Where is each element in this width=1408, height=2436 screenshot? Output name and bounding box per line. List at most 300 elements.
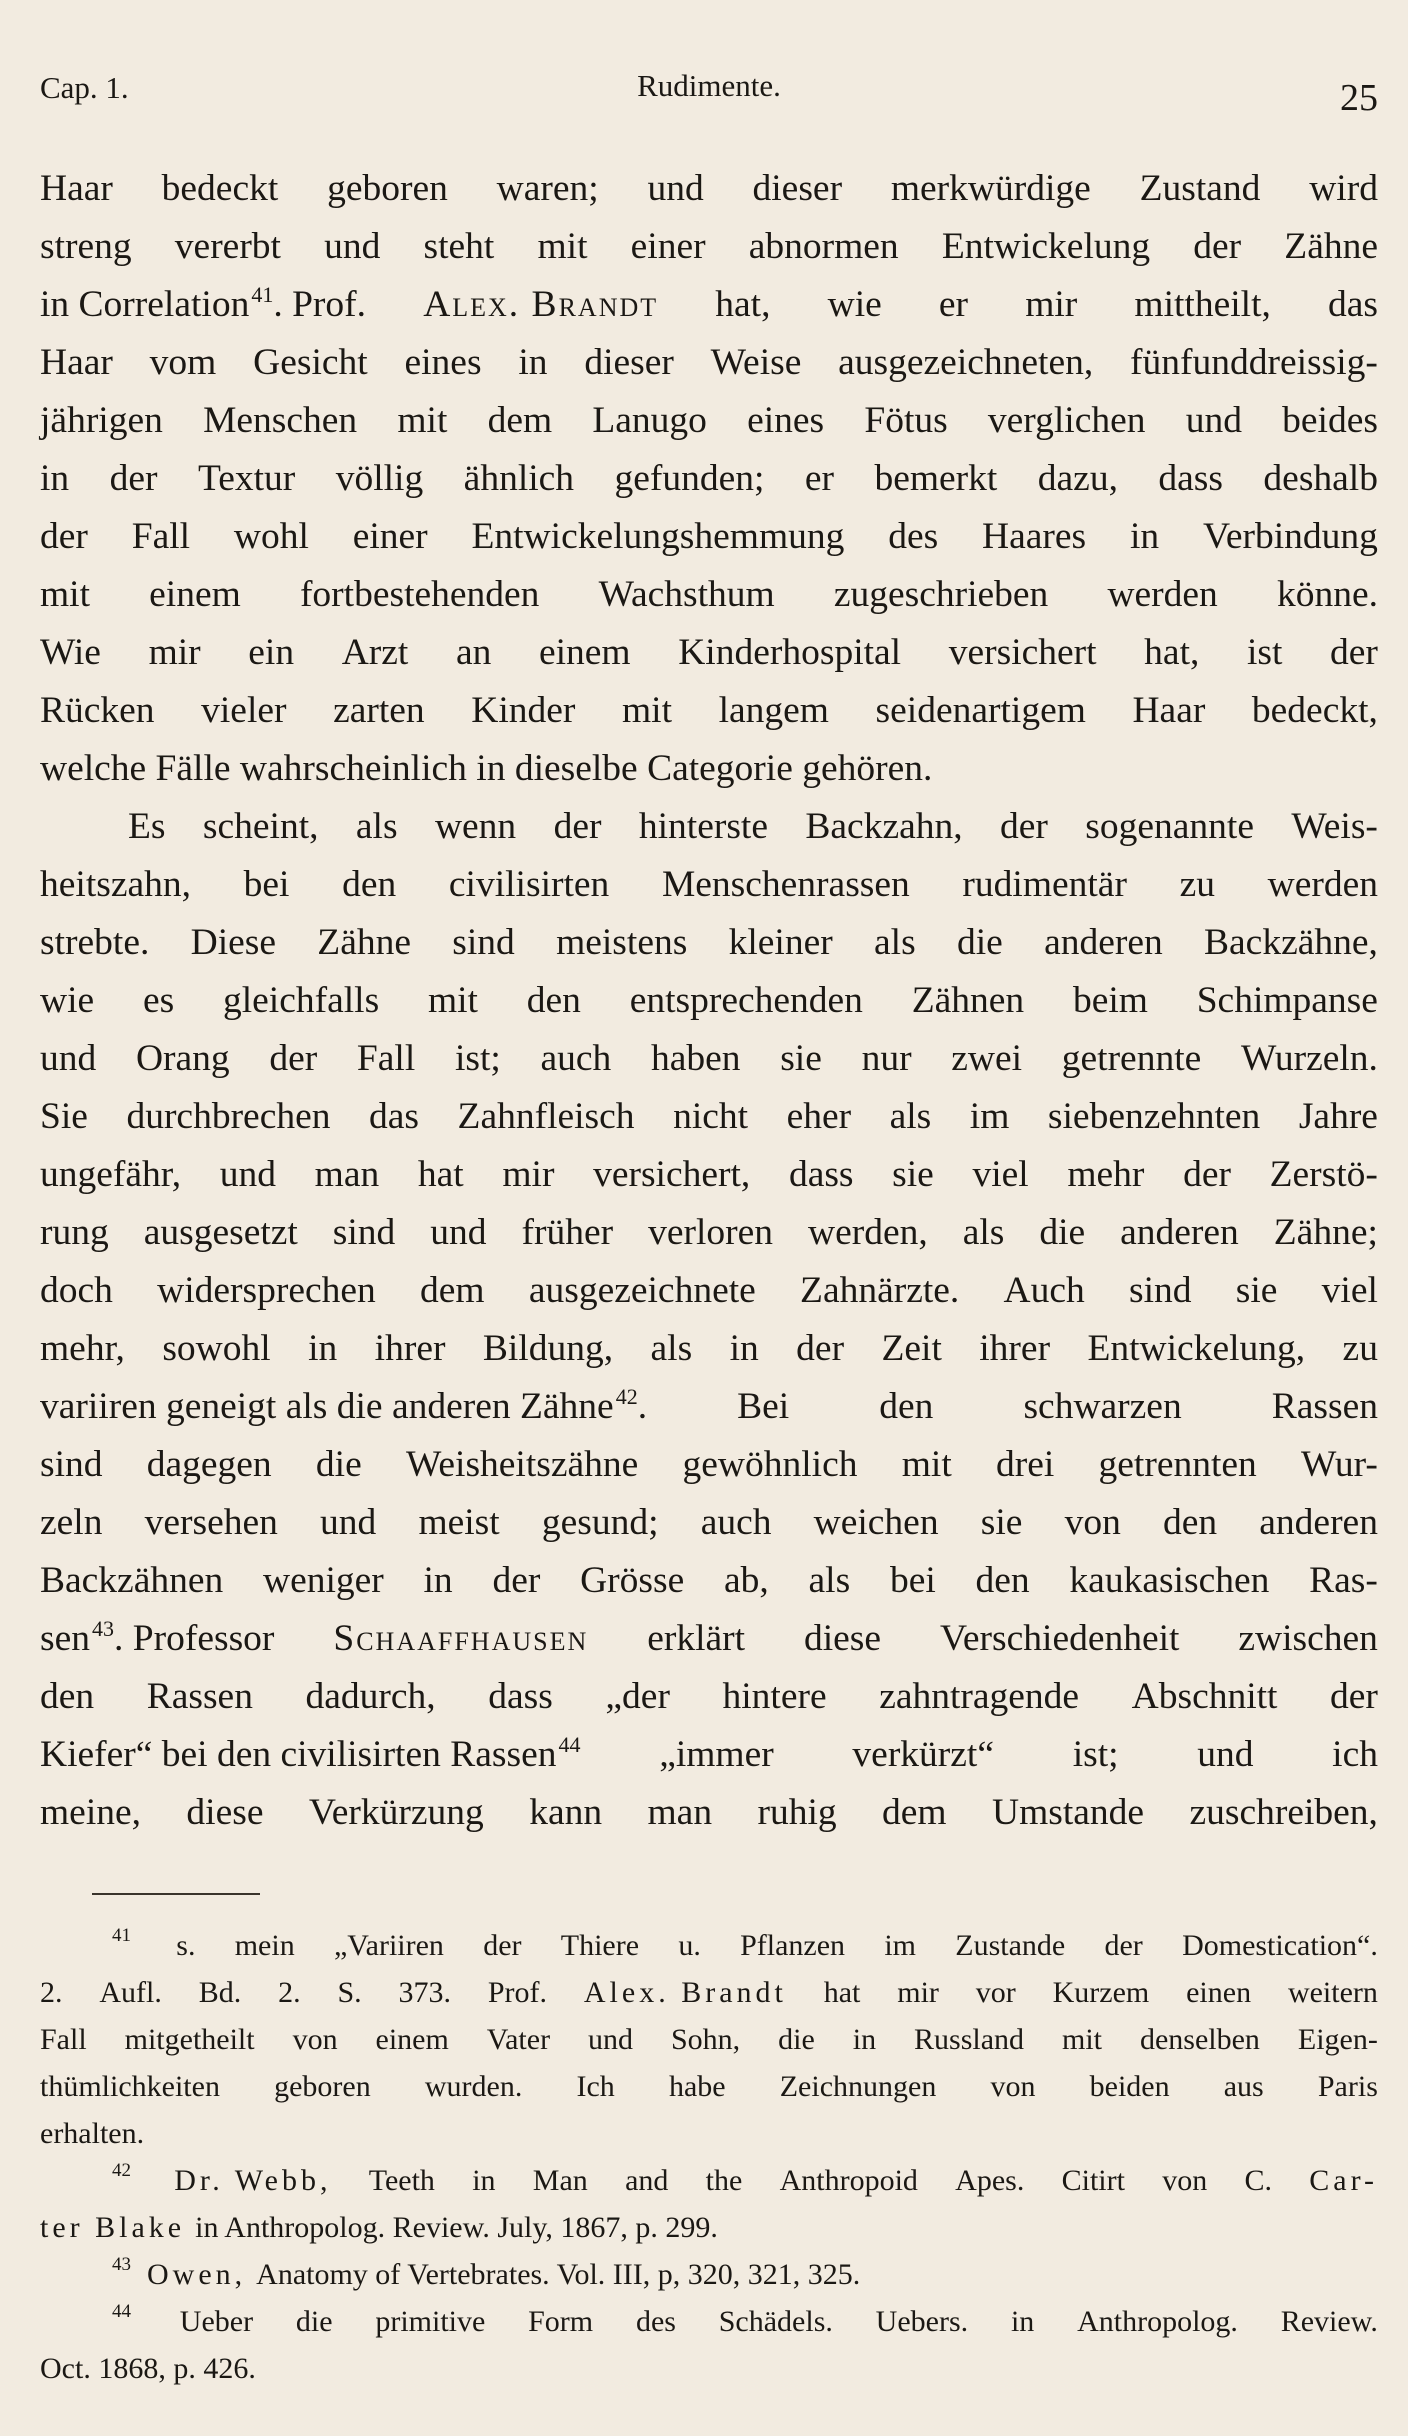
word: auch [540, 1038, 612, 1079]
word: Jahre [1298, 1096, 1378, 1137]
word: gesund; [541, 1502, 659, 1543]
word: dem [882, 1792, 947, 1833]
word: versichert, [593, 1154, 751, 1195]
word: zugeschrieben [833, 574, 1049, 615]
word: Backzähnen [40, 1560, 224, 1601]
word: beides [1282, 400, 1378, 441]
word: in [308, 1328, 338, 1369]
word: 2. [40, 1976, 63, 2009]
word: heitszahn, [40, 864, 191, 905]
text-line [40, 334, 1378, 392]
word: Anthropolog. [1077, 2305, 1238, 2338]
footnote-number: 41 [112, 1925, 131, 1946]
word: einem [538, 632, 631, 673]
word: zeln [40, 1502, 103, 1543]
word: ist [1246, 632, 1283, 673]
author-name: Car- [1309, 2164, 1378, 2197]
word: einem [375, 2023, 449, 2056]
word: primitive [375, 2305, 486, 2338]
word: Uebers. [875, 2305, 969, 2338]
word: der [1330, 1676, 1378, 1717]
word: von [1162, 2164, 1208, 2197]
word: eines [747, 400, 825, 441]
word: der [109, 458, 158, 499]
word: C. [1244, 2164, 1272, 2197]
author-name: Alex. Brandt [583, 1976, 787, 2009]
word: jährigen [40, 400, 163, 441]
text-line [40, 914, 1378, 972]
word: Zähnen [911, 980, 1025, 1021]
word: Verbindung [1202, 516, 1378, 557]
word: in [1129, 516, 1160, 557]
word: das [1328, 284, 1378, 325]
word: als [355, 806, 398, 847]
word: hat [417, 1154, 464, 1195]
word: zu [1179, 864, 1215, 905]
word: Fall [131, 516, 191, 557]
word: civilisirten [448, 864, 610, 905]
word: rudimentär [962, 864, 1127, 905]
word: Zerstö- [1269, 1154, 1378, 1195]
word: vererbt [174, 226, 281, 267]
word: zahntragende [879, 1676, 1080, 1717]
word: Entwickelung, [1087, 1328, 1306, 1369]
text-segment: in Correlation$^{41}$. Prof. [40, 282, 367, 325]
word: Orang [135, 1038, 230, 1079]
word: und [324, 226, 381, 267]
word: vieler [201, 690, 287, 731]
footnote-line: erhalten. [40, 2117, 145, 2150]
word: als [962, 1212, 1005, 1253]
word: die [315, 1444, 362, 1485]
word: weitern [1287, 1976, 1378, 2009]
word: mit [537, 226, 588, 267]
word: im [969, 1096, 1010, 1137]
word: Haar [1132, 690, 1206, 731]
word: Sie [40, 1096, 88, 1137]
footnote-line: ter Blake in Anthropolog. Review. July, 1867, p. 299. [40, 2204, 1378, 2251]
word: Haares [982, 516, 1087, 557]
word: fortbestehenden [299, 574, 540, 615]
footnote-line [40, 2016, 1378, 2063]
word: nicht [673, 1096, 749, 1137]
word: zarten [333, 690, 425, 731]
word: „der [605, 1676, 670, 1717]
word: S. [337, 1976, 362, 2009]
word: Zustand [1139, 168, 1261, 209]
word: und [219, 1154, 277, 1195]
word: entsprechenden [629, 980, 863, 1021]
footnote-line [40, 2298, 1378, 2345]
word: ausgesetzt [143, 1212, 298, 1253]
word: einer [630, 226, 706, 267]
word: werden [1107, 574, 1218, 615]
word: dieser [752, 168, 843, 209]
word: ein [248, 632, 295, 673]
word: Rücken [40, 690, 155, 731]
word: wenn [434, 806, 517, 847]
text-line [40, 1494, 1378, 1552]
word: in [518, 342, 548, 383]
text-line [40, 972, 1378, 1030]
word: durchbrechen [126, 1096, 331, 1137]
word: dem [420, 1270, 485, 1311]
word: der [483, 1929, 522, 1962]
word: meistens [556, 922, 688, 963]
word: hintere [722, 1676, 827, 1717]
word: meine, [40, 1792, 142, 1833]
word: früher [521, 1212, 614, 1253]
word: sowohl [162, 1328, 271, 1369]
word: die [778, 2023, 815, 2056]
word: ab, [723, 1560, 769, 1601]
word: meist [418, 1502, 500, 1543]
word: drei [995, 1444, 1055, 1485]
footnote-number: 44 [112, 2301, 131, 2322]
word: erklärt [647, 1618, 746, 1659]
word: mit [901, 1444, 952, 1485]
word: und [40, 1038, 97, 1079]
word: Verschiedenheit [939, 1618, 1180, 1659]
word: Review. [1280, 2305, 1378, 2338]
word: Schädels. [718, 2305, 833, 2338]
word: beim [1072, 980, 1148, 1021]
word: ist; [1072, 1734, 1119, 1775]
word: Gesicht [253, 342, 368, 383]
word: Fötus [864, 400, 948, 441]
word: sind [40, 1444, 103, 1485]
word: sogenannte [1085, 806, 1254, 847]
word: dem [487, 400, 553, 441]
word: mittheilt, [1134, 284, 1271, 325]
word: er [804, 458, 835, 499]
word: in [423, 1560, 453, 1601]
word: Auch [1003, 1270, 1085, 1311]
word: geboren [274, 2070, 371, 2103]
text-line [40, 1436, 1378, 1494]
text-line [40, 450, 1378, 508]
word: Zähne; [1273, 1212, 1378, 1253]
word: kaukasischen [1069, 1560, 1270, 1601]
text-line [40, 1668, 1378, 1726]
word: als [650, 1328, 693, 1369]
word: Ras- [1309, 1560, 1378, 1601]
word: haben [650, 1038, 741, 1079]
word: der [1000, 806, 1048, 847]
word: Citirt [1061, 2164, 1125, 2197]
word: Abschnitt [1131, 1676, 1278, 1717]
text-line [40, 624, 1378, 682]
word: doch [40, 1270, 113, 1311]
word: sie [892, 1154, 934, 1195]
text-segment: Kiefer“ bei den civilisirten Rassen$^{44}$ [40, 1732, 581, 1775]
word: streng [40, 226, 132, 267]
word: Entwickelung [941, 226, 1151, 267]
footnote-ref: 43 [92, 1616, 114, 1641]
author-name: Schaaffhausen [333, 1618, 589, 1659]
word: kleiner [728, 922, 833, 963]
text-line [40, 392, 1378, 450]
author-name: ter Blake [40, 2211, 186, 2244]
word: Arzt [341, 632, 409, 673]
word: versichert [948, 632, 1097, 673]
word: der [553, 806, 602, 847]
footnote-divider [92, 1893, 260, 1895]
word: Fall [40, 2023, 87, 2056]
word: Wachsthum [598, 574, 775, 615]
word: des [888, 516, 939, 557]
word: langem [718, 690, 829, 731]
running-title: Rudimente. [637, 68, 781, 103]
word: als [889, 1096, 932, 1137]
word: Vater [486, 2023, 551, 2056]
word: rung [40, 1212, 109, 1253]
footnote-line: 43 Owen, Anatomy of Vertebrates. Vol. III, p, 320, 321, 325. [40, 2251, 1378, 2298]
word: bei [243, 864, 290, 905]
word: verloren [648, 1212, 774, 1253]
word: Weis- [1291, 806, 1378, 847]
text-line [40, 1320, 1378, 1378]
text-line [40, 856, 1378, 914]
word: Anthropoid [779, 2164, 918, 2197]
word: sind [332, 1212, 396, 1253]
word: wie [827, 284, 882, 325]
word: hinterste [638, 806, 768, 847]
word: in [472, 2164, 496, 2197]
text-line: welche Fälle wahrscheinlich in dieselbe Categorie gehören. [40, 748, 933, 789]
word: mir [148, 632, 201, 673]
word: ausgezeichnete [528, 1270, 756, 1311]
word: zwischen [1238, 1618, 1378, 1659]
word: anderen [1120, 1212, 1239, 1253]
word: anderen [1259, 1502, 1378, 1543]
word: den [975, 1560, 1030, 1601]
word: bemerkt [874, 458, 998, 499]
word: und [1185, 400, 1242, 441]
word: zwei [951, 1038, 1023, 1079]
word: geboren [327, 168, 448, 209]
word: Teeth [368, 2164, 435, 2197]
word: and [625, 2164, 669, 2197]
word: in [40, 458, 70, 499]
footnote-ref: 42 [615, 1384, 638, 1409]
word: kann [529, 1792, 603, 1833]
word: wird [1309, 168, 1378, 209]
word: ungefähr, [40, 1154, 182, 1195]
word: mitgetheilt [124, 2023, 255, 2056]
word: anderen [1044, 922, 1163, 963]
word: Schimpanse [1196, 980, 1378, 1021]
footnote-ref: 41 [251, 282, 274, 307]
word: von [1064, 1502, 1121, 1543]
word: dass [1158, 458, 1223, 499]
word: Zähne [317, 922, 411, 963]
word: könne. [1276, 574, 1378, 615]
word: strebte. [40, 922, 150, 963]
word: Bd. [198, 1976, 242, 2009]
word: mein [234, 1929, 295, 1962]
word: aus [1223, 2070, 1264, 2103]
word: Menschenrassen [661, 864, 910, 905]
word: völlig [335, 458, 424, 499]
text-line [40, 160, 1378, 218]
word: scheint, [202, 806, 319, 847]
footnote-number: 43 [112, 2254, 131, 2275]
word: Zeichnungen [779, 2070, 937, 2103]
word: dieser [584, 342, 674, 383]
word: getrennte [1061, 1038, 1202, 1079]
word: man [314, 1154, 380, 1195]
word: ich [1332, 1734, 1378, 1775]
footnote-line [40, 1969, 1378, 2016]
word: the [705, 2164, 743, 2197]
word: Textur [197, 458, 296, 499]
word: Grösse [580, 1560, 685, 1601]
word: nur [861, 1038, 912, 1079]
word: sind [1129, 1270, 1192, 1311]
word: u. [678, 1929, 701, 1962]
word: Form [528, 2305, 594, 2338]
text-line [40, 1088, 1378, 1146]
text-line [40, 276, 1378, 334]
body-text [40, 160, 1378, 1842]
word: des [635, 2305, 676, 2338]
word: bei [889, 1560, 936, 1601]
word: der [269, 1038, 318, 1079]
text-line [40, 1726, 1378, 1784]
word: Zustande [955, 1929, 1066, 1962]
author-name: Alex. Brandt [423, 284, 659, 325]
word: sie [780, 1038, 822, 1079]
text-line [40, 508, 1378, 566]
word: werden, [807, 1212, 928, 1253]
word: „immer [659, 1734, 774, 1775]
word: Rassen [146, 1676, 253, 1717]
word: mir [897, 1976, 939, 2009]
word: und [320, 1502, 377, 1543]
word: einem [149, 574, 241, 615]
author-name: Owen, [147, 2258, 247, 2291]
word: sie [980, 1502, 1023, 1543]
word: an [455, 632, 492, 673]
word: als [874, 922, 916, 963]
word: eher [786, 1096, 852, 1137]
word: ähnlich [463, 458, 575, 499]
word: Kurzem [1052, 1976, 1150, 2009]
word: Aufl. [99, 1976, 162, 2009]
word: beiden [1089, 2070, 1170, 2103]
word: Weisheitszähne [405, 1444, 639, 1485]
word: „Variiren [333, 1929, 444, 1962]
word: und [430, 1212, 487, 1253]
word: viel [972, 1154, 1029, 1195]
word: in [852, 2023, 877, 2056]
word: Man [532, 2164, 588, 2197]
word: Verkürzung [308, 1792, 484, 1833]
word: den [1162, 1502, 1218, 1543]
word: eines [404, 342, 482, 383]
word: den [526, 980, 581, 1021]
footnote-number: 42 [112, 2160, 131, 2181]
word: ihrer [374, 1328, 446, 1369]
word: bedeckt [161, 168, 279, 209]
word: Wur- [1301, 1444, 1378, 1485]
word: ruhig [757, 1792, 837, 1833]
word: s. [176, 1929, 196, 1962]
word: mit [397, 400, 448, 441]
word: Backzahn, [805, 806, 963, 847]
word: zu [1342, 1328, 1378, 1369]
footnote-line [40, 2157, 1378, 2204]
word: Diese [190, 922, 277, 963]
word: weichen [813, 1502, 939, 1543]
text-line [40, 1784, 1378, 1842]
word: abnormen [748, 226, 899, 267]
word: hat, [1144, 632, 1200, 673]
running-header [40, 62, 1378, 122]
word: von [292, 2023, 338, 2056]
word: Bei [737, 1386, 790, 1427]
word: einen [1186, 1976, 1252, 2009]
word: diese [186, 1792, 264, 1833]
word: sie [1235, 1270, 1278, 1311]
word: der [40, 516, 88, 557]
word: Backzähne, [1204, 922, 1378, 963]
word: hat [823, 1976, 861, 2009]
text-line [40, 1378, 1378, 1436]
text-segment: sen$^{43}$. Professor [40, 1616, 275, 1659]
word: thümlichkeiten [40, 2070, 220, 2103]
word: deshalb [1263, 458, 1378, 499]
text-line [40, 566, 1378, 624]
word: Haar [40, 168, 113, 209]
word: Rassen [1271, 1386, 1378, 1427]
word: mit [1062, 2023, 1103, 2056]
word: Domestication“. [1182, 1929, 1378, 1962]
word: Bildung, [482, 1328, 614, 1369]
word: Zahnfleisch [457, 1096, 635, 1137]
word: er [938, 284, 969, 325]
footnote-line [40, 1922, 1378, 1969]
word: mir [502, 1154, 555, 1195]
text-line [40, 1610, 1378, 1668]
word: vom [149, 342, 217, 383]
word: mehr, [40, 1328, 125, 1369]
word: habe [668, 2070, 726, 2103]
word: und [647, 168, 704, 209]
word: Haar [40, 342, 113, 383]
word: die [295, 2305, 333, 2338]
word: von [990, 2070, 1036, 2103]
word: Ich [576, 2070, 615, 2103]
word: Apes. [955, 2164, 1025, 2197]
word: versehen [144, 1502, 278, 1543]
word: mir [1025, 284, 1078, 325]
word: Eigen- [1297, 2023, 1378, 2056]
word: steht [423, 226, 495, 267]
word: sind [452, 922, 515, 963]
word: Wurzeln. [1240, 1038, 1378, 1079]
word: seidenartigem [875, 690, 1086, 731]
word: der [796, 1328, 845, 1369]
word: diese [803, 1618, 882, 1659]
word: der [1183, 1154, 1231, 1195]
word: Fall [356, 1038, 416, 1079]
word: Umstande [992, 1792, 1145, 1833]
word: die [956, 922, 1003, 963]
word: der [1193, 226, 1242, 267]
word: es [142, 980, 175, 1021]
